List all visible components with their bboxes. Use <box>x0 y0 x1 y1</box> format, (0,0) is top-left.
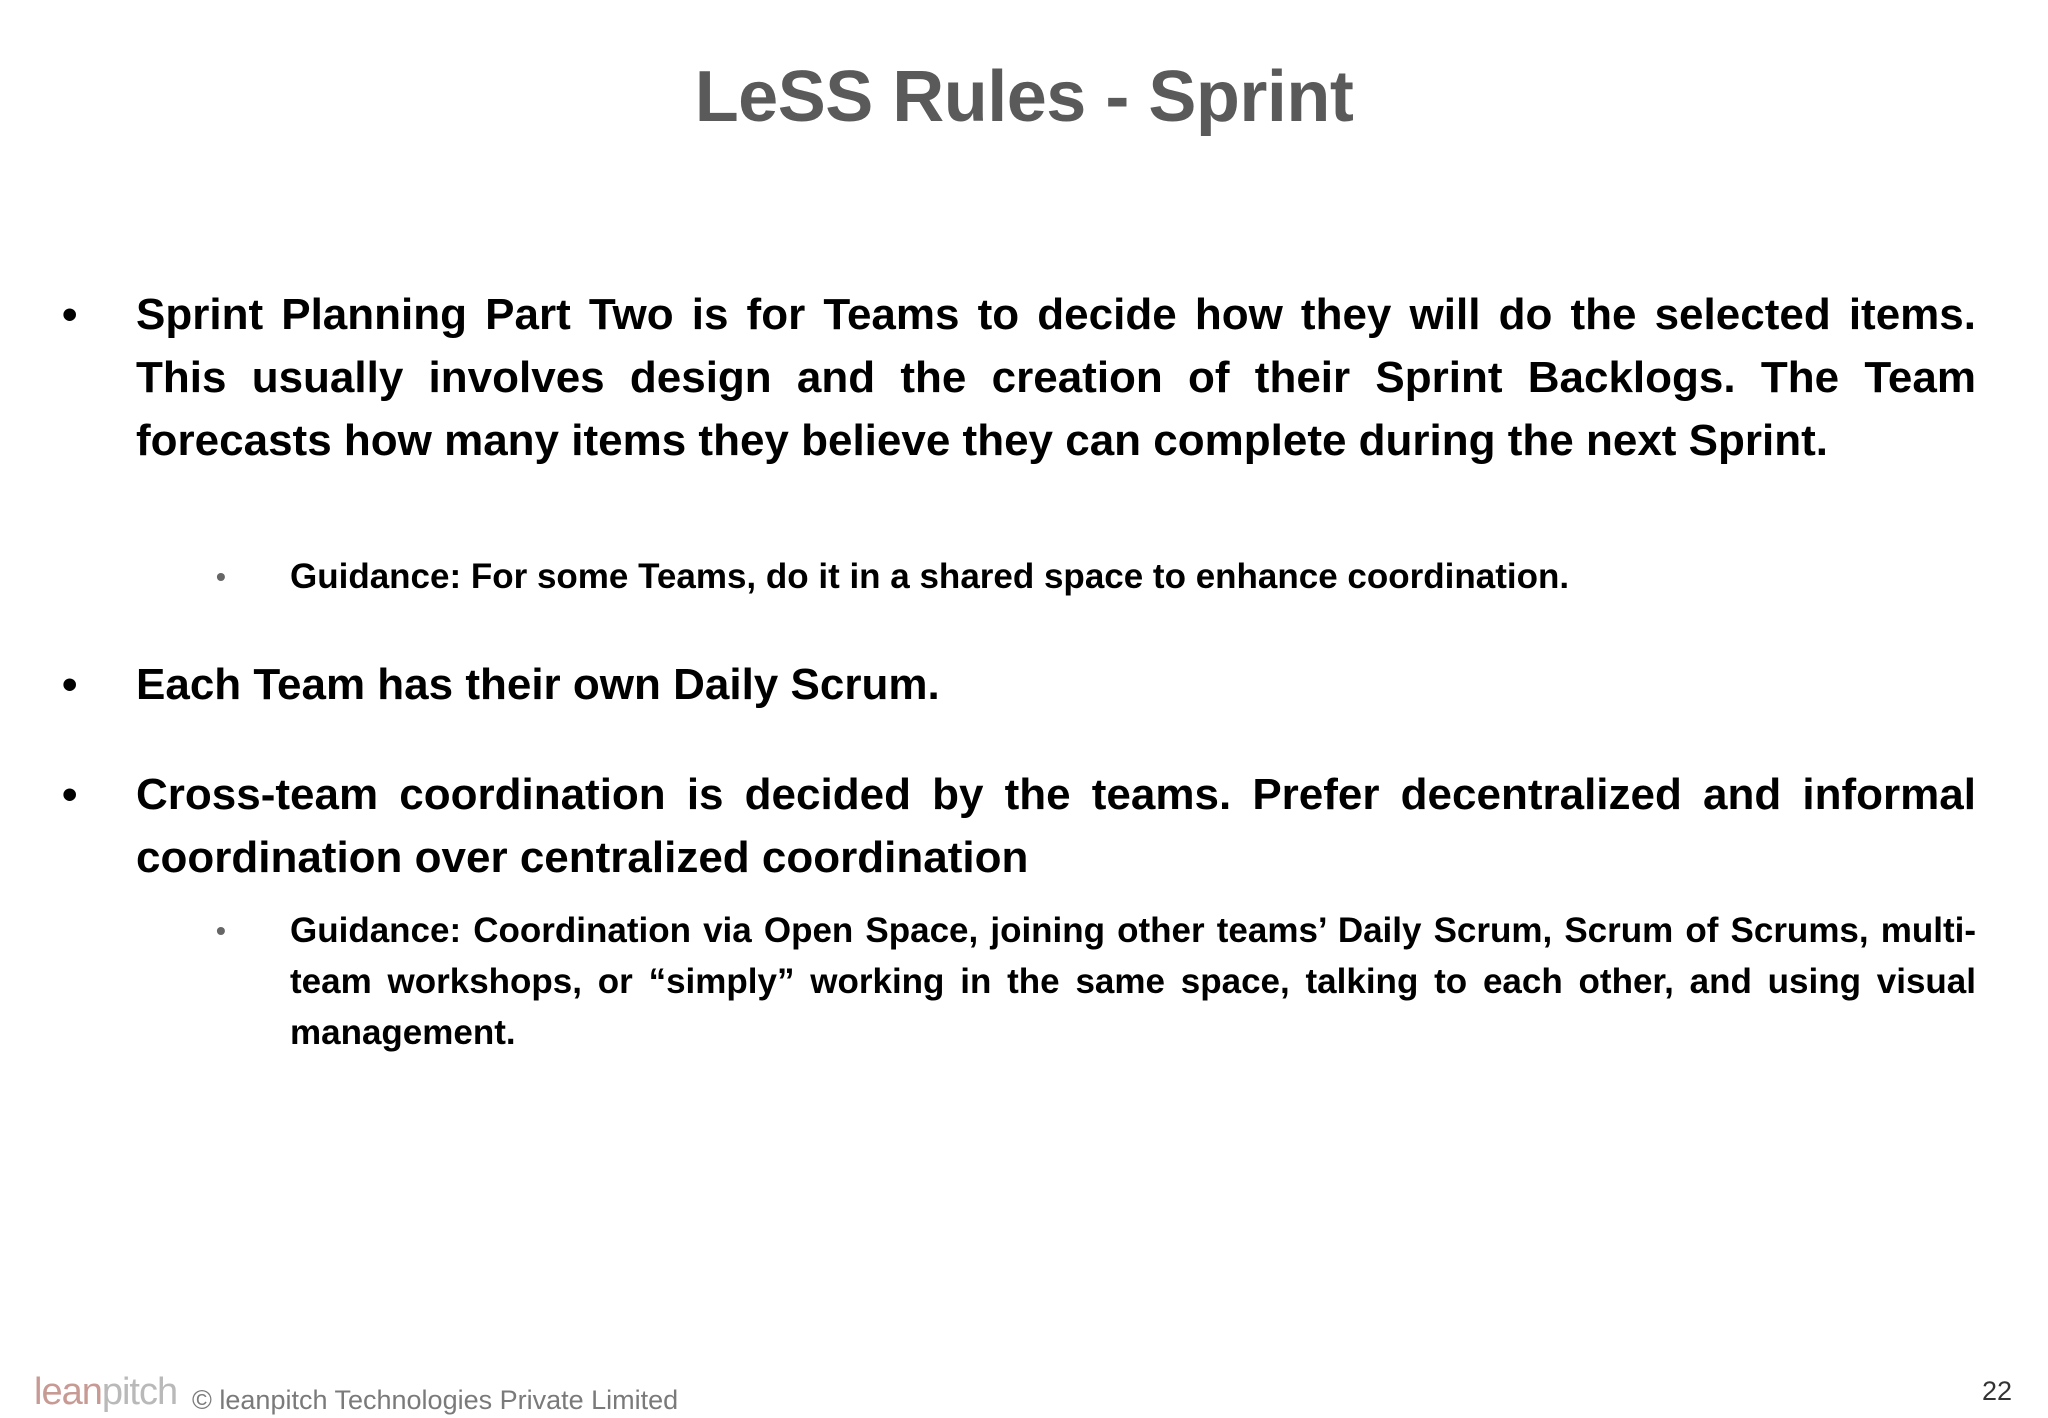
copyright-text: © leanpitch Technologies Private Limited <box>192 1385 679 1415</box>
sub-bullet-marker: • <box>216 561 226 592</box>
bullet-marker: • <box>62 660 78 709</box>
page-number: 22 <box>1981 1376 2012 1406</box>
bullet-item <box>62 763 1976 889</box>
bullet-text: Cross-team coordination is decided by the teams. Prefer decentralized and informal coordination over centralized coordination <box>136 770 1976 882</box>
sub-bullet-marker: • <box>216 915 226 946</box>
leanpitch-logo <box>34 1370 177 1414</box>
sub-bullet-item <box>216 905 1976 1058</box>
logo-lean-text: lean <box>34 1371 102 1413</box>
bullet-marker: • <box>62 770 78 819</box>
bullet-marker: • <box>62 290 78 339</box>
bullet-text: Each Team has their own Daily Scrum. <box>136 660 940 709</box>
sub-bullet-text: Guidance: For some Teams, do it in a shared space to enhance coordination. <box>290 557 1570 596</box>
slide-title: LeSS Rules - Sprint <box>694 57 1354 137</box>
logo-pitch-text: pitch <box>101 1371 178 1413</box>
bullet-item <box>62 283 1976 472</box>
bullet-text: Sprint Planning Part Two is for Teams to decide how they will do the selected items. This usually involves design and the creation of their Sprint Backlogs. The Team forecasts how many items they believe they can complete during the next Sprint. <box>136 290 1976 465</box>
bullet-item <box>62 653 1976 716</box>
sub-bullet-item <box>216 551 1976 602</box>
sub-bullet-text: Guidance: Coordination via Open Space, joining other teams’ Daily Scrum, Scrum of Scrums, multi-team workshops, or “simply” working in the same space, talking to each other, and using visual management. <box>290 911 1976 1052</box>
